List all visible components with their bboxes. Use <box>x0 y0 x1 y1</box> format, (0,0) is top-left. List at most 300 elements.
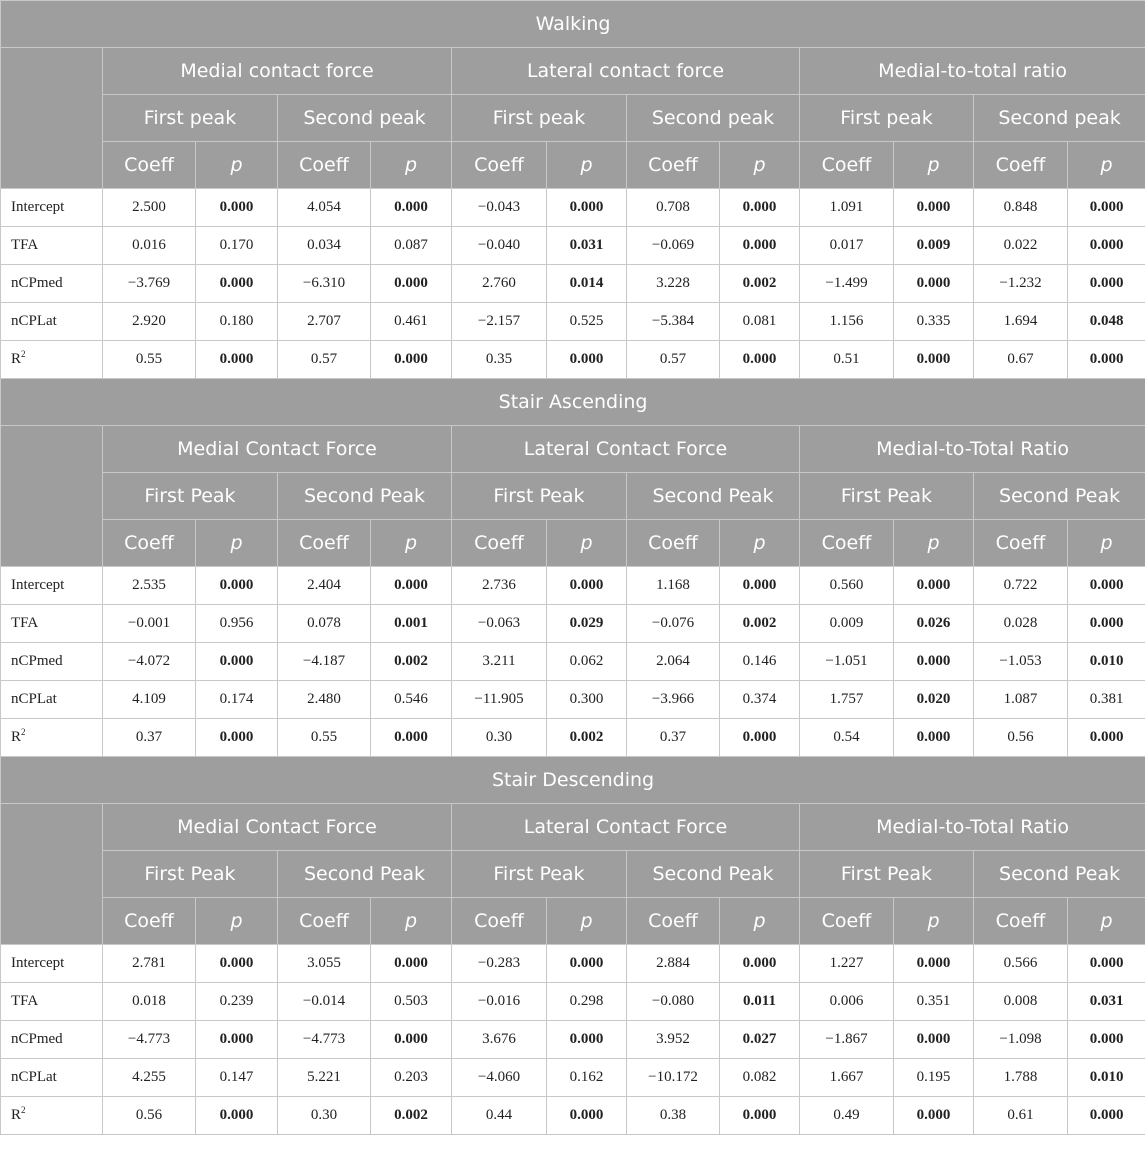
p-value-cell: 0.174 <box>196 681 278 719</box>
coeff-value-cell: −4.773 <box>103 1021 196 1059</box>
p-value-cell: 0.162 <box>547 1059 627 1097</box>
coeff-value-cell: 0.61 <box>974 1097 1068 1135</box>
p-value-cell: 0.298 <box>547 983 627 1021</box>
row-label <box>1 341 103 379</box>
p-value-cell: 0.000 <box>547 945 627 983</box>
coeff-value-cell: 2.707 <box>278 303 371 341</box>
group-header: Medial-to-Total Ratio <box>800 426 1145 473</box>
p-value-cell: 0.000 <box>1068 1021 1145 1059</box>
p-value-cell: 0.081 <box>720 303 800 341</box>
p-value-cell: 0.956 <box>196 605 278 643</box>
p-header: p <box>547 520 627 567</box>
p-value-cell: 0.000 <box>547 567 627 605</box>
peak-header: Second peak <box>974 95 1145 142</box>
coeff-value-cell: 0.35 <box>452 341 547 379</box>
peak-header-row <box>1 851 1145 898</box>
coeff-value-cell: 0.078 <box>278 605 371 643</box>
table-row <box>1 605 1145 643</box>
p-value-cell: 0.381 <box>1068 681 1145 719</box>
p-value-cell: 0.000 <box>547 189 627 227</box>
coeff-value-cell: 0.30 <box>452 719 547 757</box>
row-label <box>1 1059 103 1097</box>
row-label-text: TFA <box>11 993 39 1009</box>
coeff-value-cell: 1.156 <box>800 303 894 341</box>
peak-header: First peak <box>103 95 278 142</box>
coeff-value-cell: 3.055 <box>278 945 371 983</box>
coeff-value-cell: 1.757 <box>800 681 894 719</box>
coeff-value-cell: 2.920 <box>103 303 196 341</box>
p-header: p <box>894 520 974 567</box>
p-value-cell: 0.146 <box>720 643 800 681</box>
row-label-text: TFA <box>11 615 39 631</box>
coeff-value-cell: 0.034 <box>278 227 371 265</box>
p-header: p <box>547 898 627 945</box>
coeff-value-cell: 0.56 <box>974 719 1068 757</box>
coeff-value-cell: 2.760 <box>452 265 547 303</box>
p-value-cell: 0.011 <box>720 983 800 1021</box>
coeff-value-cell: −0.043 <box>452 189 547 227</box>
coeff-header: Coeff <box>627 520 720 567</box>
coeff-value-cell: 1.168 <box>627 567 720 605</box>
p-value-cell: 0.000 <box>196 1021 278 1059</box>
table-row <box>1 227 1145 265</box>
row-label-text: nCPLat <box>11 313 57 329</box>
r-squared-superscript: 2 <box>21 1105 26 1115</box>
p-header: p <box>547 142 627 189</box>
group-header: Medial contact force <box>103 48 452 95</box>
coeff-value-cell: 0.55 <box>278 719 371 757</box>
p-value-cell: 0.525 <box>547 303 627 341</box>
coeff-value-cell: −1.499 <box>800 265 894 303</box>
coeff-value-cell: 2.064 <box>627 643 720 681</box>
coeff-value-cell: 0.017 <box>800 227 894 265</box>
p-value-cell: 0.001 <box>371 605 452 643</box>
p-value-cell: 0.000 <box>1068 567 1145 605</box>
coeff-header: Coeff <box>452 898 547 945</box>
coeff-value-cell: −6.310 <box>278 265 371 303</box>
row-label-text: TFA <box>11 237 39 253</box>
row-label <box>1 681 103 719</box>
peak-header: First Peak <box>452 473 627 520</box>
p-value-cell: 0.000 <box>1068 945 1145 983</box>
p-value-cell: 0.048 <box>1068 303 1145 341</box>
row-label-text: R <box>11 729 22 745</box>
peak-header: First peak <box>452 95 627 142</box>
coeff-value-cell: 0.57 <box>278 341 371 379</box>
table-row <box>1 341 1145 379</box>
coeff-value-cell: 4.255 <box>103 1059 196 1097</box>
peak-header: Second peak <box>627 95 800 142</box>
p-value-cell: 0.027 <box>720 1021 800 1059</box>
table-row <box>1 983 1145 1021</box>
coeff-value-cell: −4.187 <box>278 643 371 681</box>
coeff-value-cell: −0.016 <box>452 983 547 1021</box>
row-label <box>1 303 103 341</box>
p-value-cell: 0.300 <box>547 681 627 719</box>
stub-header-cell <box>1 48 103 189</box>
coeff-header: Coeff <box>800 898 894 945</box>
row-label <box>1 1021 103 1059</box>
coeff-value-cell: 0.566 <box>974 945 1068 983</box>
coeff-value-cell: −5.384 <box>627 303 720 341</box>
row-label-text: R <box>11 1107 22 1123</box>
p-value-cell: 0.000 <box>720 341 800 379</box>
r-squared-superscript: 2 <box>21 349 26 359</box>
p-value-cell: 0.195 <box>894 1059 974 1097</box>
coeff-value-cell: 0.30 <box>278 1097 371 1135</box>
coeff-value-cell: −3.769 <box>103 265 196 303</box>
coeff-value-cell: 2.404 <box>278 567 371 605</box>
table-row <box>1 719 1145 757</box>
p-value-cell: 0.000 <box>720 189 800 227</box>
group-header-row <box>1 426 1145 473</box>
coeff-header: Coeff <box>974 142 1068 189</box>
table-row <box>1 303 1145 341</box>
p-value-cell: 0.000 <box>1068 719 1145 757</box>
row-label-text: Intercept <box>11 577 65 593</box>
coeff-value-cell: 1.227 <box>800 945 894 983</box>
coeff-value-cell: 0.57 <box>627 341 720 379</box>
coeff-value-cell: −1.051 <box>800 643 894 681</box>
coeff-header: Coeff <box>800 520 894 567</box>
coeff-value-cell: 0.018 <box>103 983 196 1021</box>
p-header: p <box>894 142 974 189</box>
p-value-cell: 0.000 <box>371 567 452 605</box>
coeff-value-cell: 3.952 <box>627 1021 720 1059</box>
p-value-cell: 0.010 <box>1068 1059 1145 1097</box>
coeff-value-cell: 0.708 <box>627 189 720 227</box>
p-header: p <box>371 520 452 567</box>
p-value-cell: 0.000 <box>894 1097 974 1135</box>
row-label <box>1 983 103 1021</box>
section-title: Stair Descending <box>1 757 1145 804</box>
coeff-value-cell: 1.087 <box>974 681 1068 719</box>
coeff-value-cell: 0.56 <box>103 1097 196 1135</box>
coeff-header: Coeff <box>974 520 1068 567</box>
p-value-cell: 0.000 <box>894 265 974 303</box>
p-header: p <box>894 898 974 945</box>
group-header: Medial Contact Force <box>103 804 452 851</box>
peak-header-row <box>1 473 1145 520</box>
p-value-cell: 0.000 <box>196 189 278 227</box>
coeff-value-cell: 2.781 <box>103 945 196 983</box>
table-row <box>1 1059 1145 1097</box>
coeff-value-cell: 0.022 <box>974 227 1068 265</box>
p-value-cell: 0.000 <box>1068 1097 1145 1135</box>
p-value-cell: 0.000 <box>894 189 974 227</box>
peak-header: First Peak <box>452 851 627 898</box>
coeff-value-cell: −1.232 <box>974 265 1068 303</box>
p-header: p <box>1068 898 1145 945</box>
coeff-value-cell: −10.172 <box>627 1059 720 1097</box>
row-label-text: Intercept <box>11 199 65 215</box>
p-value-cell: 0.000 <box>371 341 452 379</box>
row-label-text: nCPmed <box>11 1031 63 1047</box>
table-row <box>1 681 1145 719</box>
p-value-cell: 0.147 <box>196 1059 278 1097</box>
p-value-cell: 0.000 <box>371 189 452 227</box>
coeff-header: Coeff <box>974 898 1068 945</box>
coeff-header: Coeff <box>452 520 547 567</box>
p-value-cell: 0.062 <box>547 643 627 681</box>
coeff-value-cell: 0.37 <box>103 719 196 757</box>
p-header: p <box>1068 142 1145 189</box>
p-header: p <box>1068 520 1145 567</box>
coeff-value-cell: 2.884 <box>627 945 720 983</box>
p-header: p <box>720 520 800 567</box>
coeff-header: Coeff <box>627 142 720 189</box>
peak-header: Second Peak <box>627 473 800 520</box>
coeff-value-cell: 0.848 <box>974 189 1068 227</box>
p-value-cell: 0.000 <box>196 341 278 379</box>
row-label-text: nCPmed <box>11 275 63 291</box>
peak-header: First Peak <box>800 851 974 898</box>
column-header-row <box>1 898 1145 945</box>
p-value-cell: 0.009 <box>894 227 974 265</box>
p-value-cell: 0.031 <box>547 227 627 265</box>
coeff-header: Coeff <box>103 142 196 189</box>
coeff-value-cell: 0.006 <box>800 983 894 1021</box>
p-value-cell: 0.029 <box>547 605 627 643</box>
p-value-cell: 0.351 <box>894 983 974 1021</box>
p-header: p <box>196 520 278 567</box>
p-value-cell: 0.002 <box>547 719 627 757</box>
p-header: p <box>371 898 452 945</box>
p-value-cell: 0.000 <box>196 1097 278 1135</box>
coeff-value-cell: 2.500 <box>103 189 196 227</box>
row-label-text: nCPLat <box>11 1069 57 1085</box>
coeff-value-cell: −0.076 <box>627 605 720 643</box>
coeff-value-cell: −0.014 <box>278 983 371 1021</box>
p-header: p <box>720 898 800 945</box>
peak-header-row <box>1 95 1145 142</box>
p-value-cell: 0.000 <box>720 719 800 757</box>
group-header: Medial-to-Total Ratio <box>800 804 1145 851</box>
coeff-value-cell: −1.053 <box>974 643 1068 681</box>
coeff-value-cell: 0.722 <box>974 567 1068 605</box>
p-header: p <box>371 142 452 189</box>
table-row <box>1 1097 1145 1135</box>
coeff-value-cell: 4.109 <box>103 681 196 719</box>
coeff-value-cell: 2.535 <box>103 567 196 605</box>
p-value-cell: 0.000 <box>371 945 452 983</box>
table-row <box>1 189 1145 227</box>
p-value-cell: 0.000 <box>894 341 974 379</box>
p-header: p <box>196 142 278 189</box>
table-row <box>1 567 1145 605</box>
row-label <box>1 643 103 681</box>
p-value-cell: 0.000 <box>196 567 278 605</box>
coeff-value-cell: −4.060 <box>452 1059 547 1097</box>
p-value-cell: 0.203 <box>371 1059 452 1097</box>
p-value-cell: 0.026 <box>894 605 974 643</box>
coeff-value-cell: 3.228 <box>627 265 720 303</box>
p-value-cell: 0.020 <box>894 681 974 719</box>
coeff-header: Coeff <box>278 520 371 567</box>
coeff-value-cell: 0.55 <box>103 341 196 379</box>
peak-header: Second peak <box>278 95 452 142</box>
p-value-cell: 0.000 <box>547 1097 627 1135</box>
coeff-value-cell: 0.560 <box>800 567 894 605</box>
p-value-cell: 0.503 <box>371 983 452 1021</box>
coeff-value-cell: 0.38 <box>627 1097 720 1135</box>
coeff-value-cell: 1.694 <box>974 303 1068 341</box>
p-value-cell: 0.000 <box>894 643 974 681</box>
coeff-value-cell: −0.063 <box>452 605 547 643</box>
group-header: Medial Contact Force <box>103 426 452 473</box>
coeff-value-cell: 0.009 <box>800 605 894 643</box>
p-value-cell: 0.374 <box>720 681 800 719</box>
p-value-cell: 0.180 <box>196 303 278 341</box>
stub-header-cell <box>1 426 103 567</box>
coeff-value-cell: −2.157 <box>452 303 547 341</box>
peak-header: First Peak <box>800 473 974 520</box>
table-body <box>1 1 1145 1135</box>
row-label <box>1 265 103 303</box>
coeff-value-cell: −4.072 <box>103 643 196 681</box>
p-header: p <box>196 898 278 945</box>
row-label-text: Intercept <box>11 955 65 971</box>
section-title-row <box>1 757 1145 804</box>
p-value-cell: 0.014 <box>547 265 627 303</box>
row-label-text: R <box>11 351 22 367</box>
coeff-value-cell: 0.008 <box>974 983 1068 1021</box>
p-value-cell: 0.000 <box>547 341 627 379</box>
coeff-value-cell: 2.480 <box>278 681 371 719</box>
coeff-header: Coeff <box>452 142 547 189</box>
p-value-cell: 0.002 <box>371 643 452 681</box>
p-value-cell: 0.239 <box>196 983 278 1021</box>
coeff-header: Coeff <box>627 898 720 945</box>
coeff-value-cell: −0.069 <box>627 227 720 265</box>
p-value-cell: 0.000 <box>1068 341 1145 379</box>
coeff-value-cell: −0.040 <box>452 227 547 265</box>
coeff-header: Coeff <box>278 898 371 945</box>
p-value-cell: 0.000 <box>894 567 974 605</box>
peak-header: Second Peak <box>627 851 800 898</box>
table-row <box>1 945 1145 983</box>
p-value-cell: 0.000 <box>720 227 800 265</box>
coeff-value-cell: −1.098 <box>974 1021 1068 1059</box>
p-value-cell: 0.000 <box>371 719 452 757</box>
p-value-cell: 0.000 <box>1068 189 1145 227</box>
coeff-value-cell: 0.44 <box>452 1097 547 1135</box>
row-label <box>1 945 103 983</box>
p-value-cell: 0.000 <box>196 945 278 983</box>
p-value-cell: 0.082 <box>720 1059 800 1097</box>
stub-header-cell <box>1 804 103 945</box>
peak-header: Second Peak <box>974 473 1145 520</box>
p-value-cell: 0.002 <box>720 605 800 643</box>
group-header: Medial-to-total ratio <box>800 48 1145 95</box>
coeff-header: Coeff <box>800 142 894 189</box>
section-title-row <box>1 1 1145 48</box>
section-title-row <box>1 379 1145 426</box>
group-header: Lateral Contact Force <box>452 426 800 473</box>
p-value-cell: 0.010 <box>1068 643 1145 681</box>
group-header: Lateral Contact Force <box>452 804 800 851</box>
peak-header: Second Peak <box>974 851 1145 898</box>
group-header: Lateral contact force <box>452 48 800 95</box>
column-header-row <box>1 142 1145 189</box>
r-squared-superscript: 2 <box>21 727 26 737</box>
coeff-value-cell: −11.905 <box>452 681 547 719</box>
p-value-cell: 0.000 <box>720 1097 800 1135</box>
peak-header: Second Peak <box>278 473 452 520</box>
p-value-cell: 0.546 <box>371 681 452 719</box>
row-label <box>1 227 103 265</box>
coeff-value-cell: 1.667 <box>800 1059 894 1097</box>
p-value-cell: 0.000 <box>1068 227 1145 265</box>
row-label <box>1 189 103 227</box>
p-value-cell: 0.000 <box>1068 265 1145 303</box>
coeff-value-cell: −0.080 <box>627 983 720 1021</box>
coeff-value-cell: −3.966 <box>627 681 720 719</box>
p-value-cell: 0.002 <box>720 265 800 303</box>
coeff-value-cell: 0.49 <box>800 1097 894 1135</box>
row-label <box>1 1097 103 1135</box>
coeff-value-cell: 5.221 <box>278 1059 371 1097</box>
column-header-row <box>1 520 1145 567</box>
section-title: Walking <box>1 1 1145 48</box>
p-header: p <box>720 142 800 189</box>
coeff-value-cell: 0.54 <box>800 719 894 757</box>
p-value-cell: 0.000 <box>720 567 800 605</box>
coeff-value-cell: 4.054 <box>278 189 371 227</box>
coeff-value-cell: 0.51 <box>800 341 894 379</box>
coeff-header: Coeff <box>103 520 196 567</box>
peak-header: First Peak <box>103 473 278 520</box>
p-value-cell: 0.000 <box>1068 605 1145 643</box>
coeff-header: Coeff <box>103 898 196 945</box>
group-header-row <box>1 48 1145 95</box>
p-value-cell: 0.461 <box>371 303 452 341</box>
p-value-cell: 0.002 <box>371 1097 452 1135</box>
table-row <box>1 1021 1145 1059</box>
peak-header: First peak <box>800 95 974 142</box>
coeff-value-cell: −0.001 <box>103 605 196 643</box>
p-value-cell: 0.000 <box>371 1021 452 1059</box>
p-value-cell: 0.000 <box>196 643 278 681</box>
coeff-value-cell: 1.091 <box>800 189 894 227</box>
coeff-header: Coeff <box>278 142 371 189</box>
p-value-cell: 0.000 <box>894 1021 974 1059</box>
coeff-value-cell: 2.736 <box>452 567 547 605</box>
table-row <box>1 643 1145 681</box>
group-header-row <box>1 804 1145 851</box>
coeff-value-cell: 3.211 <box>452 643 547 681</box>
row-label <box>1 605 103 643</box>
p-value-cell: 0.000 <box>894 719 974 757</box>
p-value-cell: 0.031 <box>1068 983 1145 1021</box>
coeff-value-cell: −1.867 <box>800 1021 894 1059</box>
row-label-text: nCPmed <box>11 653 63 669</box>
p-value-cell: 0.087 <box>371 227 452 265</box>
p-value-cell: 0.000 <box>720 945 800 983</box>
coeff-value-cell: 1.788 <box>974 1059 1068 1097</box>
coeff-value-cell: 0.028 <box>974 605 1068 643</box>
p-value-cell: 0.000 <box>371 265 452 303</box>
coeff-value-cell: 0.37 <box>627 719 720 757</box>
peak-header: First Peak <box>103 851 278 898</box>
p-value-cell: 0.000 <box>196 719 278 757</box>
row-label <box>1 567 103 605</box>
section-title: Stair Ascending <box>1 379 1145 426</box>
coeff-value-cell: −0.283 <box>452 945 547 983</box>
peak-header: Second Peak <box>278 851 452 898</box>
table-row <box>1 265 1145 303</box>
coeff-value-cell: 0.67 <box>974 341 1068 379</box>
